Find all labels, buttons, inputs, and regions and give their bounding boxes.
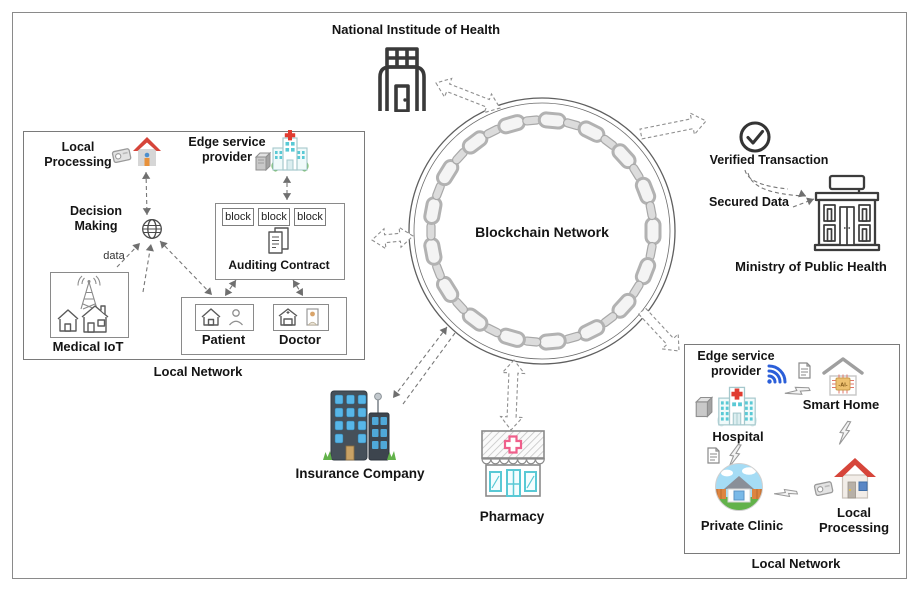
wifi-icon: [764, 360, 790, 386]
hospital-label: Hospital: [712, 429, 764, 444]
decision-making-label: Decision Making: [69, 204, 123, 233]
hospital-server-icon: [694, 396, 713, 418]
local-processing-right-label: Local Processing: [818, 505, 890, 536]
patient-label: Patient: [201, 332, 246, 347]
doctor-home-person-icon: [276, 307, 324, 327]
left-local-network-label: Local Network: [153, 364, 243, 379]
ministry-label: Ministry of Public Health: [735, 259, 887, 274]
blockchain-network-label: Blockchain Network: [475, 224, 609, 240]
processing-device-icon: [812, 478, 836, 498]
ai-chip-label: -AI-: [838, 382, 848, 389]
edge-provider-left-label: Edge service provider: [188, 135, 266, 164]
data-flow-label: data: [103, 250, 125, 262]
medical-iot-label: Medical IoT: [52, 339, 124, 354]
block-1: block: [222, 208, 254, 226]
private-clinic-label: Private Clinic: [700, 518, 784, 533]
contract-document-icon: [266, 227, 292, 255]
insurance-building-icon: [321, 386, 399, 462]
decision-globe-icon: [141, 218, 163, 240]
doctor-label: Doctor: [279, 332, 321, 347]
edge-server-icon: [254, 152, 271, 171]
pharmacy-icon: [474, 428, 552, 500]
nih-label: National Institude of Health: [331, 22, 501, 37]
iot-houses-icon: [56, 304, 120, 334]
patient-home-person-icon: [199, 307, 247, 327]
hospital-icon: [712, 381, 762, 427]
edge-provider-right-label: Edge service provider: [697, 349, 775, 378]
verified-check-icon: [738, 120, 772, 154]
block-3: block: [294, 208, 326, 226]
ministry-building-icon: [810, 174, 884, 252]
local-processing-house-icon: [133, 136, 161, 167]
nih-building-icon: [372, 46, 432, 112]
pharmacy-label: Pharmacy: [479, 509, 545, 524]
auditing-contract-label: Auditing Contract: [228, 258, 330, 272]
edge-hospital-icon: [271, 129, 309, 172]
secured-data-label: Secured Data: [709, 195, 789, 209]
smart-home-icon: [820, 356, 866, 398]
local-processing-house-icon: [834, 454, 876, 500]
block-2: block: [258, 208, 290, 226]
processing-device-icon: [110, 145, 134, 165]
private-clinic-icon: [714, 462, 764, 512]
insurance-label: Insurance Company: [295, 466, 425, 481]
smart-home-label: Smart Home: [802, 397, 880, 412]
verified-transaction-label: Verified Transaction: [709, 153, 829, 167]
right-local-network-label: Local Network: [751, 556, 841, 571]
local-processing-left-label: Local Processing: [44, 140, 112, 169]
